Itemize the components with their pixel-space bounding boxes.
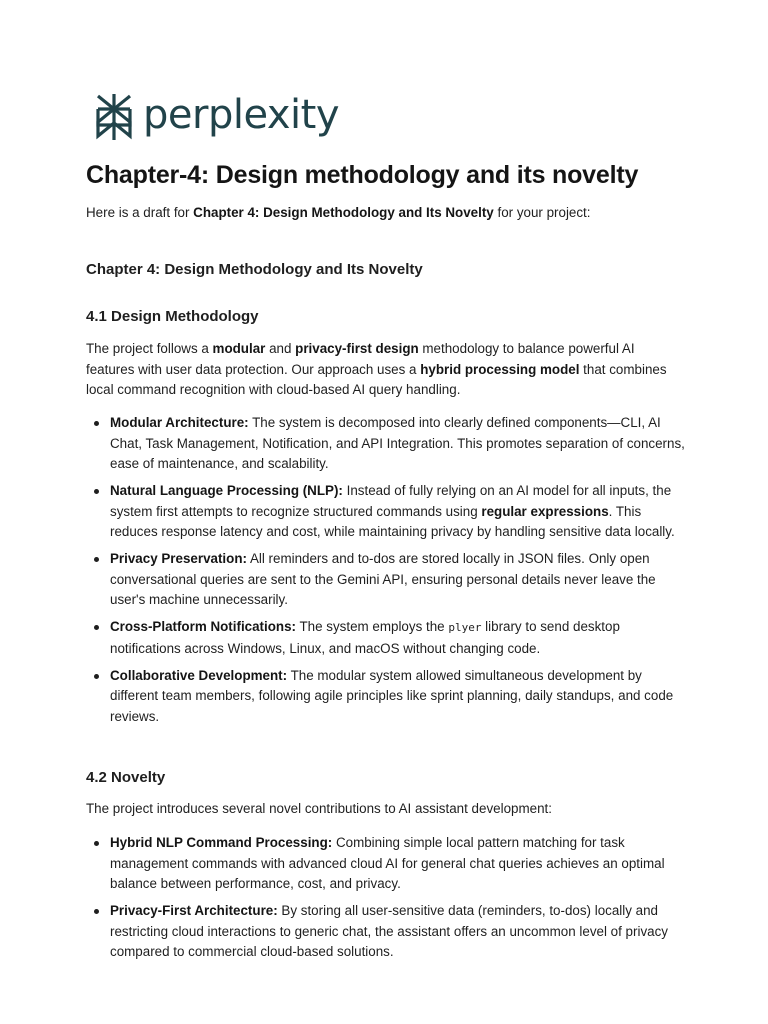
list-item: Privacy-First Architecture: By storing all user-sensitive data (reminders, to-dos) locally and restricting cloud interactions to generic chat, the assistant offers an uncommon level of privacy compared to commercial cloud-based solutions. xyxy=(86,901,686,963)
brand-logo xyxy=(94,92,339,142)
section-heading-methodology: 4.1 Design Methodology xyxy=(86,308,259,325)
chapter-heading: Chapter 4: Design Methodology and Its Novelty xyxy=(86,261,423,278)
inline-code: plyer xyxy=(448,621,482,634)
methodology-paragraph: The project follows a modular and privacy-first design methodology to balance powerful AI features with user data protection. Our approach uses a hybrid processing model that combines local command recognition with cloud-based AI query handling. xyxy=(86,341,667,397)
list-item: Privacy Preservation: All reminders and to-dos are stored locally in JSON files. Only open conversational queries are sent to the Gemini API, ensuring personal details never leave the user's machine unnecessarily. xyxy=(86,549,686,611)
novelty-paragraph: The project introduces several novel contributions to AI assistant development: xyxy=(86,801,552,816)
section-heading-novelty: 4.2 Novelty xyxy=(86,769,166,786)
list-item: Cross-Platform Notifications: The system employs the plyer library to send desktop notifications across Windows, Linux, and macOS without changing code. xyxy=(86,617,686,659)
intro-text: Here is a draft for Chapter 4: Design Methodology and Its Novelty for your project: xyxy=(86,205,591,220)
methodology-list xyxy=(86,413,686,734)
novelty-list xyxy=(86,833,686,969)
perplexity-logo-icon xyxy=(94,92,134,142)
brand-name: perplexity xyxy=(143,92,339,138)
list-item: Natural Language Processing (NLP): Instead of fully relying on an AI model for all inputs, the system first attempts to recognize structured commands using regular expressions. This reduces response latency and cost, while maintaining privacy by handling sensitive data locally. xyxy=(86,481,686,543)
list-item: Hybrid NLP Command Processing: Combining simple local pattern matching for task management commands with advanced cloud AI for general chat queries achieves an optimal balance between performance, cost, and privacy. xyxy=(86,833,686,895)
list-item: Modular Architecture: The system is decomposed into clearly defined components—CLI, AI Chat, Task Management, Notification, and API Integration. This promotes separation of concerns, ease of maintenance, and scalability. xyxy=(86,413,686,475)
page-title: Chapter-4: Design methodology and its novelty xyxy=(86,161,639,189)
list-item: Collaborative Development: The modular system allowed simultaneous development by different team members, following agile principles like sprint planning, daily standups, and code reviews. xyxy=(86,666,686,728)
